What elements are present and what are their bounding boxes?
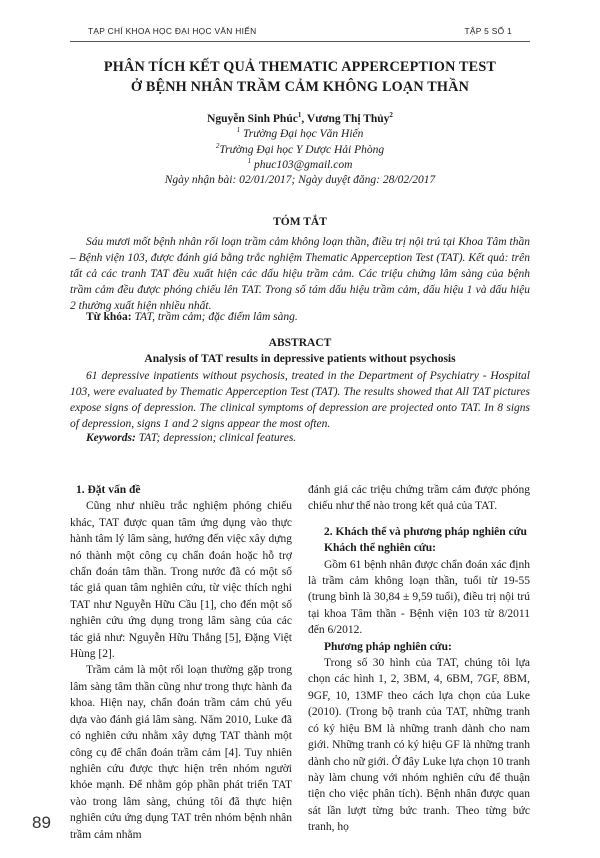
tomtat-heading: TÓM TẮT	[273, 216, 327, 228]
abstract-subtitle: Analysis of TAT results in depressive patients without psychosis	[144, 353, 456, 365]
author-email	[70, 158, 530, 173]
author-names: Nguyễn Sinh Phúc$^1$, Vương Thị Thủy$^2$	[207, 111, 393, 125]
journal-name: TẠP CHÍ KHOA HỌC ĐẠI HỌC VĂN HIẾN	[88, 26, 257, 36]
methods-heading: Phương pháp nghiên cứu:	[324, 640, 452, 653]
author-1: Nguyễn Sinh Phúc	[207, 113, 298, 125]
abstract-keywords	[86, 430, 530, 446]
email-sup: 1	[247, 157, 252, 166]
title-line-2: Ở BỆNH NHÂN TRẦM CẢM KHÔNG LOẠN THẦN	[130, 79, 470, 95]
section-1-paragraph-2: Trầm cảm là một rối loạn thường gặp trong lâm sàng tâm thần cũng như trong thực hành đa khoa. Hiện nay, chẩn đoán trầm cảm chủ yếu dựa vào đánh giá lâm sàng. Năm 2010, Luke đã có nghiên cứu nhằm xây dựng TAT thành một công cụ để chẩn đoán trầm cảm [4]. Tuy nhiên nghiên cứu được thực hiện trên nhóm người khỏe mạnh. Để nhằm góp phần phát triển TAT vào trong lâm sàng, chúng tôi đã thực hiện nghiên cứu ứng dụng TAT trên nhóm bệnh nhân trầm cảm nhằm	[70, 664, 292, 841]
tomtat-keywords-label: Từ khóa:	[86, 311, 132, 323]
abstract-keywords-text: TAT; depression; clinical features.	[138, 432, 297, 444]
section-1-continued: đánh giá các triệu chứng trầm cảm được phóng chiếu như thế nào trong kết quả của TAT.	[308, 484, 530, 513]
author-block	[70, 112, 530, 188]
page-number: 89	[32, 813, 51, 832]
aff-2-sup: 2	[215, 141, 220, 150]
tomtat-body: Sáu mươi mốt bệnh nhân rối loạn trầm cảm không loạn thần, điều trị nội trú tại Khoa Tâm thần – Bệnh viện 103, được đánh giá bằng trắc nghiệm Thematic Apperception Test (TAT). Kết quả: trên tất cả các tranh TAT đều xuất hiện các dấu hiệu trầm cảm. Các triệu chứng lâm sàng của bệnh trầm cảm đều được phóng chiếu lên TAT. Trong số tám dấu hiệu trầm cảm, dấu hiệu 1 và dấu hiệu 2 thường xuất hiện nhiều nhất.	[70, 236, 530, 312]
tomtat-keywords-text: TAT, trầm cảm; đặc điểm lâm sàng.	[134, 311, 298, 323]
abstract-body: 61 depressive inpatients without psychosis, treated in the Department of Psychiatry - Hospital 103, were evaluated by Thematic Apperception Test (TAT). The results showed that All TAT pictures expose signs of depression. The clinical symptoms of depression are projected onto TAT. In 8 signs of depression, signs 1 and 2 signs appear the most often.	[70, 370, 530, 430]
abstract-heading: ABSTRACT	[268, 337, 332, 349]
subjects-paragraph: Gồm 61 bệnh nhân được chẩn đoán xác định là trầm cảm không loạn thần, tuổi từ 19-55 (trung bình là 30,84 ± 9,59 tuổi), điều trị nội trú tại khoa Tâm thần - Bệnh viện 103 từ 8/2011 đến 6/2012.	[308, 558, 530, 637]
aff-1-text: Trường Đại học Văn Hiến	[242, 128, 364, 141]
email-text: phuc103@gmail.com	[253, 158, 353, 171]
aff-2-text: Trường Đại học Y Dược Hải Phòng	[219, 143, 385, 156]
author-1-sup: 1	[297, 111, 302, 120]
received-dates: Ngày nhận bài: 02/01/2017; Ngày duyệt đăng: 28/02/2017	[164, 174, 436, 187]
header-rule	[70, 41, 530, 42]
abstract-keywords-label: Keywords:	[86, 432, 136, 444]
left-column	[70, 482, 292, 843]
paper-title	[70, 57, 530, 97]
section-1-heading: 1. Đặt vấn đề	[76, 484, 141, 496]
aff-1-sup: 1	[236, 126, 241, 135]
affiliation-1	[70, 127, 530, 142]
right-column	[308, 482, 530, 836]
author-2-sup: 2	[389, 111, 393, 120]
methods-paragraph: Trong số 30 hình của TAT, chúng tôi lựa chọn các hình 1, 2, 3BM, 4, 6BM, 7GF, 8BM, 9GF, 10, 13MF theo cách lựa chọn của Luke (2010). (Trong bộ tranh của TAT, những tranh có ký hiệu BM là những tranh dành cho nam giới. Những tranh có ký hiệu GF là những tranh dành cho nữ giới. Ở đây Luke lựa chọn 10 tranh này làm chung với nhóm nghiên cứu để thuận tiện cho việc phân tích). Bệnh nhân được quan sát lần lượt từng bức tranh. Theo từng bức tranh, họ	[308, 657, 530, 834]
section-2-heading: 2. Khách thể và phương pháp nghiên cứu	[324, 525, 527, 538]
running-header	[88, 26, 512, 36]
tomtat-keywords	[86, 309, 530, 325]
title-line-1: PHÂN TÍCH KẾT QUẢ THEMATIC APPERCEPTION TEST	[103, 59, 497, 75]
subjects-heading: Khách thể nghiên cứu:	[324, 542, 437, 555]
volume-issue: TẬP 5 SỐ 1	[464, 26, 512, 36]
affiliation-2	[70, 143, 530, 158]
section-1-paragraph-1: Cũng như nhiều trắc nghiệm phóng chiếu khác, TAT được quan tâm ứng dụng vào thực hành tâm lý lâm sàng, hướng đến việc xây dựng nó thành một công cụ chẩn đoán hoặc hỗ trợ chẩn đoán tâm thần. Trong nước đã có một số tác giả quan tâm nghiên cứu, từ việc thích nghi TAT như Nguyễn Hữu Cầu [1], cho đến một số nghiên cứu ứng dụng trong lâm sàng của các tác giả như: Nguyễn Hữu Thắng [5], Đặng Việt Hùng [2].	[70, 500, 292, 661]
author-2: Vương Thị Thủy	[306, 113, 390, 125]
